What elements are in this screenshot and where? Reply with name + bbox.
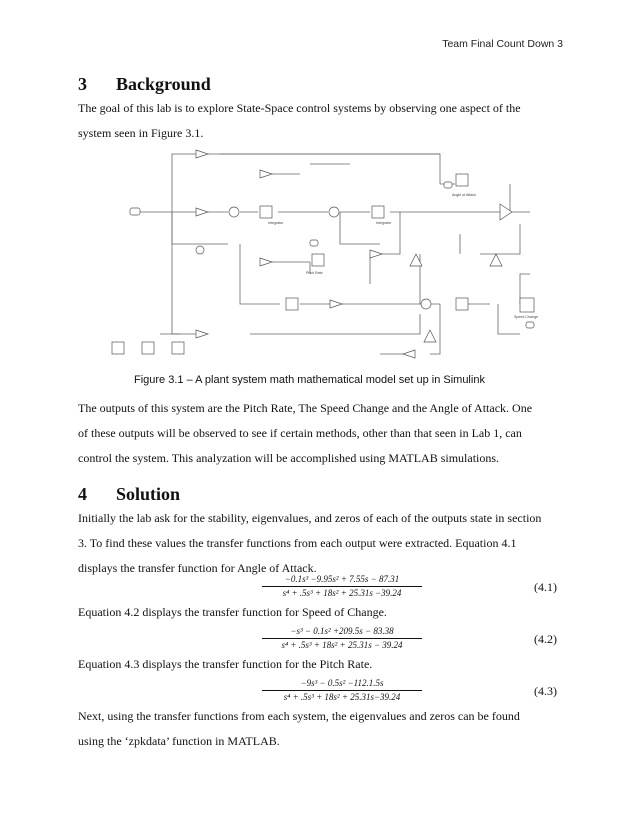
gain-block: [424, 330, 436, 342]
fraction-bar: [262, 638, 422, 639]
scope-block: [312, 254, 324, 266]
equation-intro: [78, 652, 558, 677]
outputs-paragraph: [78, 396, 558, 471]
text-line: Equation 4.3 displays the transfer function for the Pitch Rate.: [78, 657, 373, 671]
equation-number: (4.3): [534, 684, 557, 698]
section-title: Background: [116, 74, 211, 94]
sum-block: [229, 207, 239, 217]
background-paragraph: [78, 96, 558, 146]
equation-numerator: −0.1s³ −9.95s² + 7.55s − 87.31: [284, 574, 400, 584]
section-number: 3: [78, 74, 87, 94]
equation-denominator: s⁴ + .5s³ + 18s² + 25.31s − 39.24: [281, 640, 403, 650]
integrator-block: [372, 206, 384, 218]
block-label: Angle of Attack: [452, 193, 476, 197]
sum-block: [421, 299, 431, 309]
section-3-heading: [78, 74, 211, 95]
equation-denominator: s⁴ + .5s³ + 18s² + 25.31s−39.24: [283, 692, 401, 702]
section-number: 4: [78, 484, 87, 504]
source-block: [172, 342, 184, 354]
equation-numerator: −s³ − 0.1s² +209.5s − 83.38: [290, 626, 394, 636]
equation-number: (4.2): [534, 632, 557, 646]
equation-4-1: [262, 574, 422, 598]
solution-paragraph: [78, 506, 558, 581]
equation-number: (4.1): [534, 580, 557, 594]
integrator-block: [260, 206, 272, 218]
gain-block: [260, 258, 272, 266]
block-label: Pitch Rate: [306, 271, 323, 275]
gain-block: [330, 300, 342, 308]
fraction-bar: [262, 586, 422, 587]
text-line: The goal of this lab is to explore State-Space control systems by observing one aspect of the: [78, 101, 521, 115]
gain-block: [196, 208, 208, 216]
scope-block: [520, 298, 534, 312]
block-label: Integrator: [268, 221, 284, 225]
source-block: [112, 342, 124, 354]
section-title: Solution: [116, 484, 181, 504]
sum-block: [196, 246, 204, 254]
gain-block: [196, 150, 208, 158]
block-label: Speed Change: [514, 315, 538, 319]
text-line: system seen in Figure 3.1.: [78, 126, 204, 140]
text-line: control the system. This analyzation will be accomplished using MATLAB simulations.: [78, 451, 500, 465]
equation-4-2: [262, 626, 422, 650]
text-line: Initially the lab ask for the stability, eigenvalues, and zeros of each of the outputs state in section: [78, 511, 542, 525]
section-4-heading: [78, 484, 180, 505]
integrator-block: [456, 298, 468, 310]
output-port-block: [444, 182, 452, 188]
text-line: Next, using the transfer functions from each system, the eigenvalues and zeros can be found: [78, 709, 520, 723]
text-line: 3. To find these values the transfer functions from each output were extracted. Equation 4.1: [78, 536, 517, 550]
text-line: of these outputs will be observed to see if certain methods, other than that seen in Lab 1, can: [78, 426, 522, 440]
equation-numerator: −9s³ − 0.5s² −112.1.5s: [300, 678, 384, 688]
output-port-block: [526, 322, 534, 328]
running-header: Team Final Count Down 3: [442, 38, 563, 50]
closing-paragraph: [78, 704, 558, 754]
fraction-bar: [262, 690, 422, 691]
equation-denominator: s⁴ + .5s³ + 18s² + 25.31s −39.24: [282, 588, 402, 598]
gain-block: [260, 170, 272, 178]
gain-block: [403, 350, 415, 358]
text-line: displays the transfer function for Angle of Attack.: [78, 561, 317, 575]
figure-caption: Figure 3.1 – A plant system math mathematical model set up in Simulink: [134, 374, 485, 386]
input-port-block: [130, 208, 140, 215]
simulink-diagram: [100, 144, 540, 370]
block-label: Integrator: [376, 221, 392, 225]
gain-block: [196, 330, 208, 338]
sum-block: [329, 207, 339, 217]
text-line: using the ‘zpkdata’ function in MATLAB.: [78, 734, 280, 748]
gain-block: [490, 254, 502, 266]
integrator-block: [286, 298, 298, 310]
gain-block: [370, 250, 382, 258]
source-block: [142, 342, 154, 354]
output-port-block: [310, 240, 318, 246]
equation-intro: [78, 600, 558, 625]
equation-4-3: [262, 678, 422, 702]
text-line: Equation 4.2 displays the transfer function for Speed of Change.: [78, 605, 387, 619]
scope-block: [456, 174, 468, 186]
text-line: The outputs of this system are the Pitch Rate, The Speed Change and the Angle of Attack. One: [78, 401, 533, 415]
